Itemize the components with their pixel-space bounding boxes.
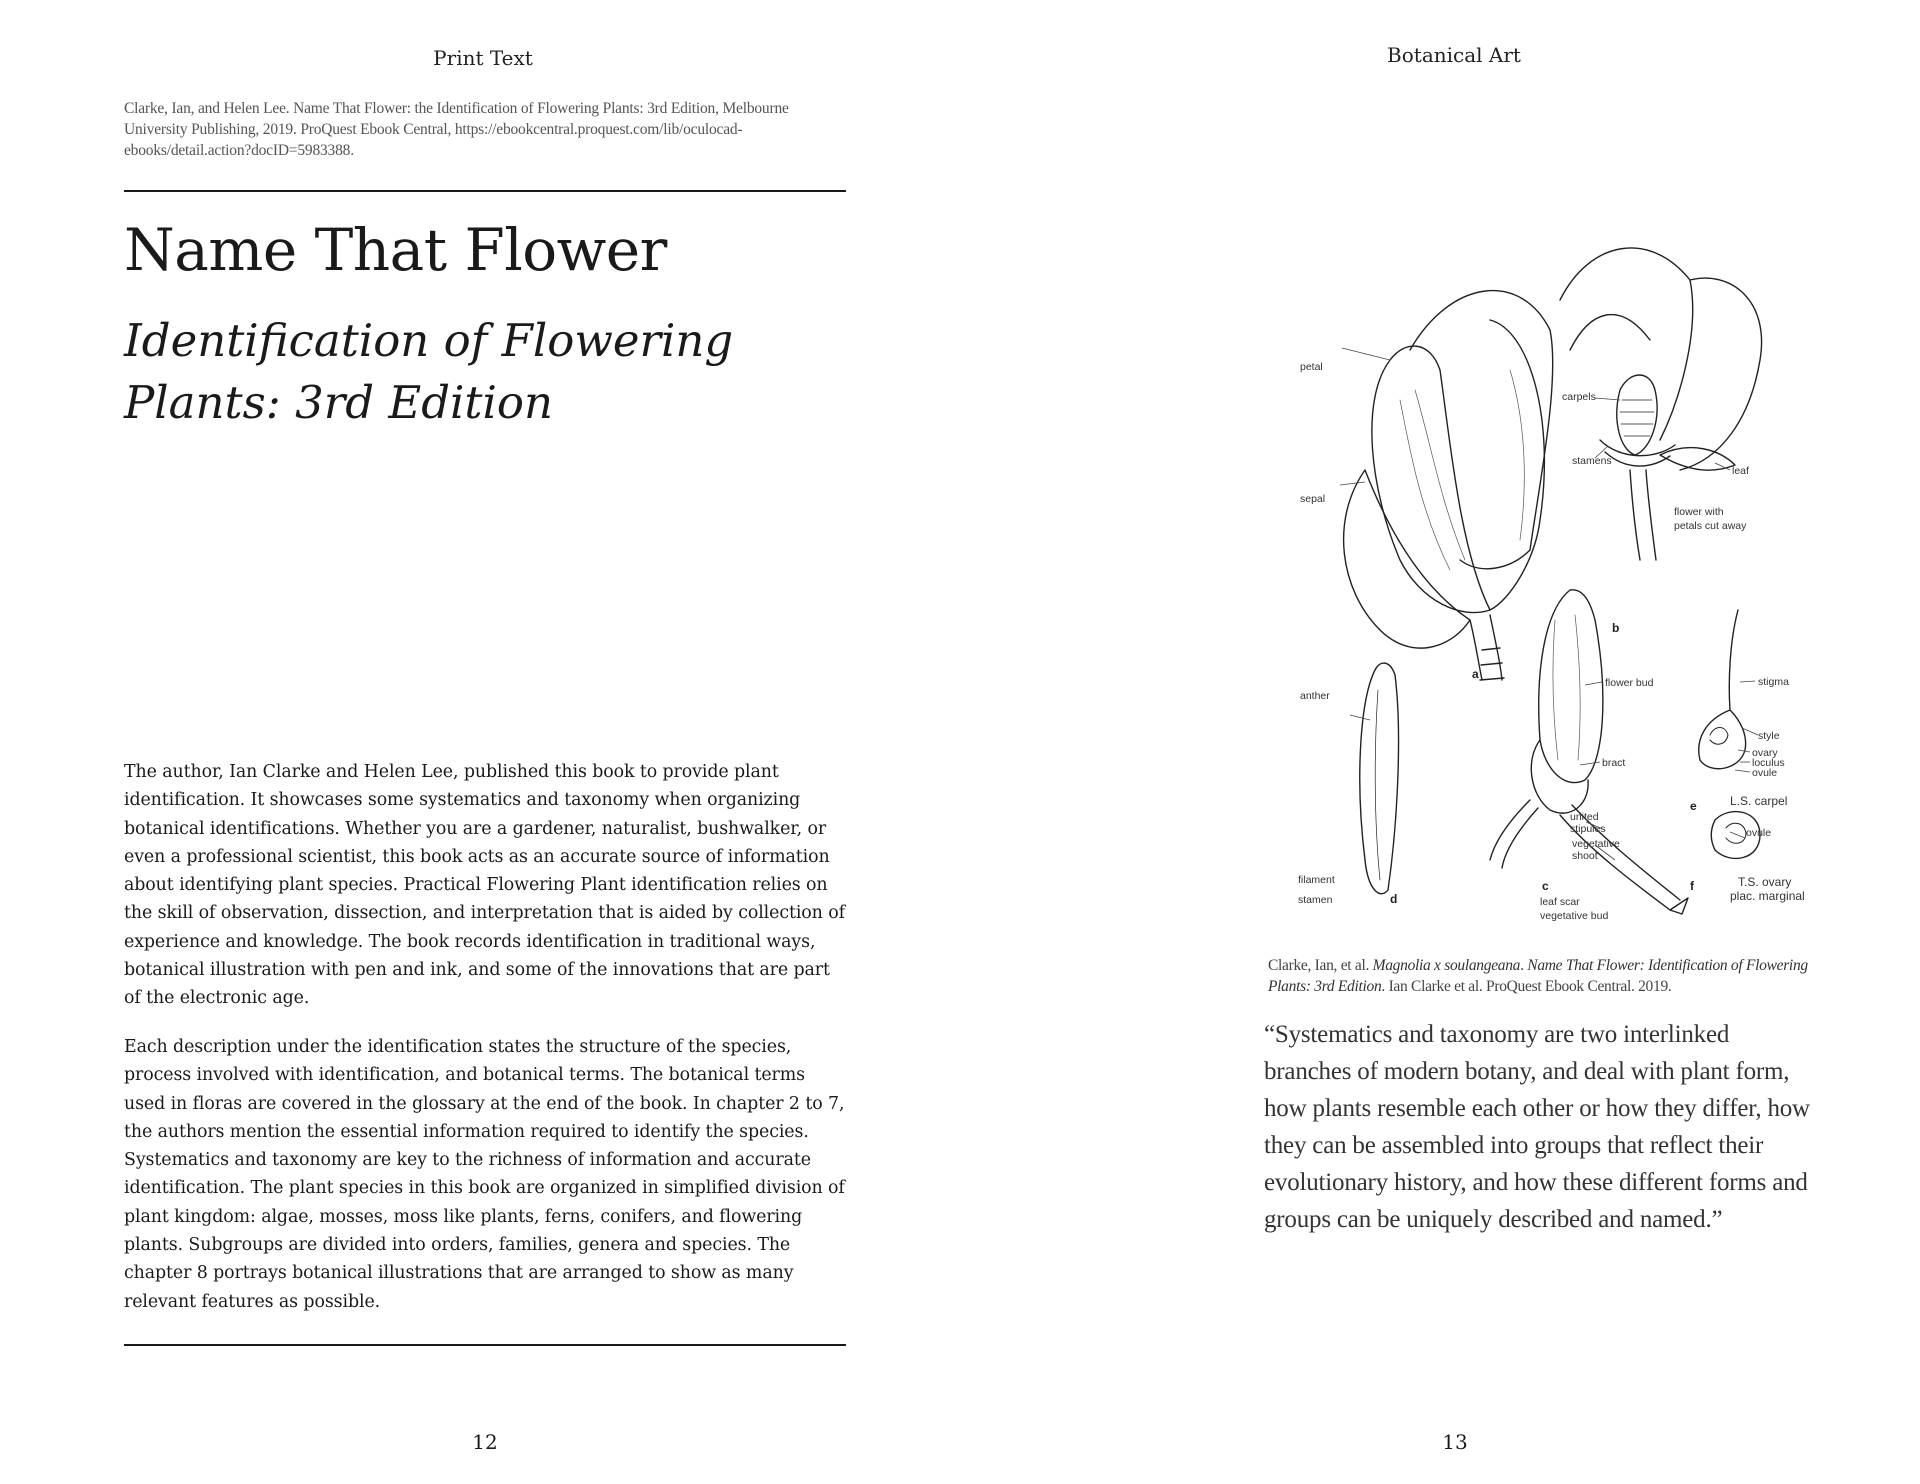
label-flower-cut-1: flower with — [1674, 506, 1724, 518]
caption-species: Magnolia x soulangeana — [1372, 957, 1521, 974]
figure-letter-a: a — [1472, 667, 1479, 681]
source-citation: Clarke, Ian, and Helen Lee. Name That Flower: the Identification of Flowering Plants: 3rd Edition, Melbourne University Publishing, 2019. ProQuest Ebook Central, https://ebookcentral.proquest.com/lib/oculocad-ebooks/detail.action?docID=5983388. — [124, 100, 789, 159]
caption-lead: Clarke, Ian, et al. — [1268, 957, 1373, 974]
label-ts-ovary: T.S. ovary — [1738, 875, 1792, 889]
caption-book: Name That Flower: Identification of Flowering Plants: 3rd Edition — [1268, 957, 1808, 995]
label-leaf-scar: leaf scar — [1540, 896, 1580, 908]
label-ovule: ovule — [1752, 767, 1778, 779]
flower-b-petal-left — [1560, 248, 1693, 440]
label-petal: petal — [1300, 361, 1323, 373]
figure-letter-b: b — [1612, 621, 1620, 635]
label-vegetative-bud: vegetative bud — [1540, 910, 1609, 922]
figure-letter-c: c — [1542, 879, 1549, 893]
flower-a-petal-front — [1372, 346, 1490, 612]
label-ls-carpel: L.S. carpel — [1730, 794, 1788, 808]
label-shoot: shoot — [1572, 850, 1598, 862]
body-paragraph-2: Each description under the identification states the structure of the species, process involved with identification, and botanical terms. The botanical terms used in floras are covered in the glossary at the end of the book. In chapter 2 to 7, the authors mention the essential information required to identify the species. Systematics and taxonomy are key to the richness of information and accurate identification. The plant species in this book are organized in simplified division of plant kingdom: algae, mosses, moss like plants, ferns, conifers, and flowering plants. Subgroups are divided into orders, families, genera and species. The chapter 8 portrays botanical illustrations that are arranged to show as many relevant features as possible. — [124, 1037, 845, 1312]
label-anther: anther — [1300, 690, 1330, 702]
label-united: united — [1570, 811, 1599, 823]
right-page-number: 13 — [1442, 1430, 1468, 1454]
caption-sep: . — [1520, 957, 1528, 974]
flower-a-sepal — [1344, 470, 1470, 648]
carpel-e-stigma — [1729, 610, 1738, 710]
label-vegetative: vegetative — [1572, 838, 1620, 850]
carpel-e-ovary — [1699, 710, 1746, 769]
label-flower-cut-2: petals cut away — [1674, 520, 1747, 532]
label-flower-bud: flower bud — [1605, 677, 1654, 689]
label-stipules: stipules — [1570, 823, 1606, 835]
label-stamen: stamen — [1298, 894, 1333, 906]
figure-letter-f: f — [1690, 879, 1694, 893]
label-carpels: carpels — [1562, 391, 1596, 403]
flower-b-petal-back — [1570, 315, 1650, 350]
stamen-d-anther — [1360, 663, 1399, 894]
bud-c-outline — [1539, 590, 1603, 783]
label-ovary: ovary — [1752, 747, 1778, 759]
label-plac-marginal: plac. marginal — [1730, 889, 1805, 903]
figure-letter-e: e — [1690, 799, 1697, 813]
pull-quote: “Systematics and taxonomy are two interlinked branches of modern botany, and deal with plant form, how plants resemble each other or how they differ, how they can be assembled into groups that reflect their evolutionary history, and how these different forms and groups can be uniquely described and named.” — [1264, 1021, 1810, 1233]
label-stigma: stigma — [1758, 676, 1789, 688]
flower-b-carpels — [1617, 375, 1657, 455]
left-running-head: Print Text — [433, 46, 533, 70]
figure-letter-d: d — [1390, 892, 1398, 906]
figure-caption — [1268, 955, 1828, 997]
magnolia-illustration — [1290, 220, 1805, 930]
label-sepal: sepal — [1300, 493, 1326, 505]
page-subtitle: Identification of Flowering Plants: 3rd Edition — [124, 314, 734, 429]
bud-c-vegetative-bud — [1670, 898, 1688, 914]
bottom-divider — [124, 1344, 846, 1346]
body-paragraph-1: The author, Ian Clarke and Helen Lee, published this book to provide plant identification. It showcases some systematics and taxonomy when organizing botanical identifications. Whether you are a gardener, naturalist, bushwalker, or even a professional scientist, this book acts as an accurate source of information about identifying plant species. Practical Flowering Plant identification relies on the skill of observation, dissection, and interpretation that is aided by collection of experience and knowledge. The book records identification in traditional ways, botanical illustration with pen and ink, and some of the innovations that are part of the electronic age. — [124, 762, 845, 1009]
label-leaf: leaf — [1732, 465, 1749, 477]
label-ovule-2: ovule — [1746, 827, 1772, 839]
bud-c-side-shoot — [1490, 800, 1538, 868]
caption-tail: . Ian Clarke et al. ProQuest Ebook Central. 2019. — [1381, 978, 1672, 995]
top-divider — [124, 190, 846, 192]
page-title: Name That Flower — [124, 216, 667, 284]
flower-a-petal-right — [1490, 320, 1544, 610]
label-filament: filament — [1298, 874, 1335, 886]
label-loculus: loculus — [1752, 757, 1785, 769]
left-page-number: 12 — [472, 1430, 498, 1454]
flower-b-stem — [1630, 470, 1656, 560]
label-stamens: stamens — [1572, 455, 1612, 467]
label-bract: bract — [1602, 757, 1626, 769]
label-style: style — [1758, 730, 1780, 742]
right-running-head: Botanical Art — [1387, 43, 1521, 67]
